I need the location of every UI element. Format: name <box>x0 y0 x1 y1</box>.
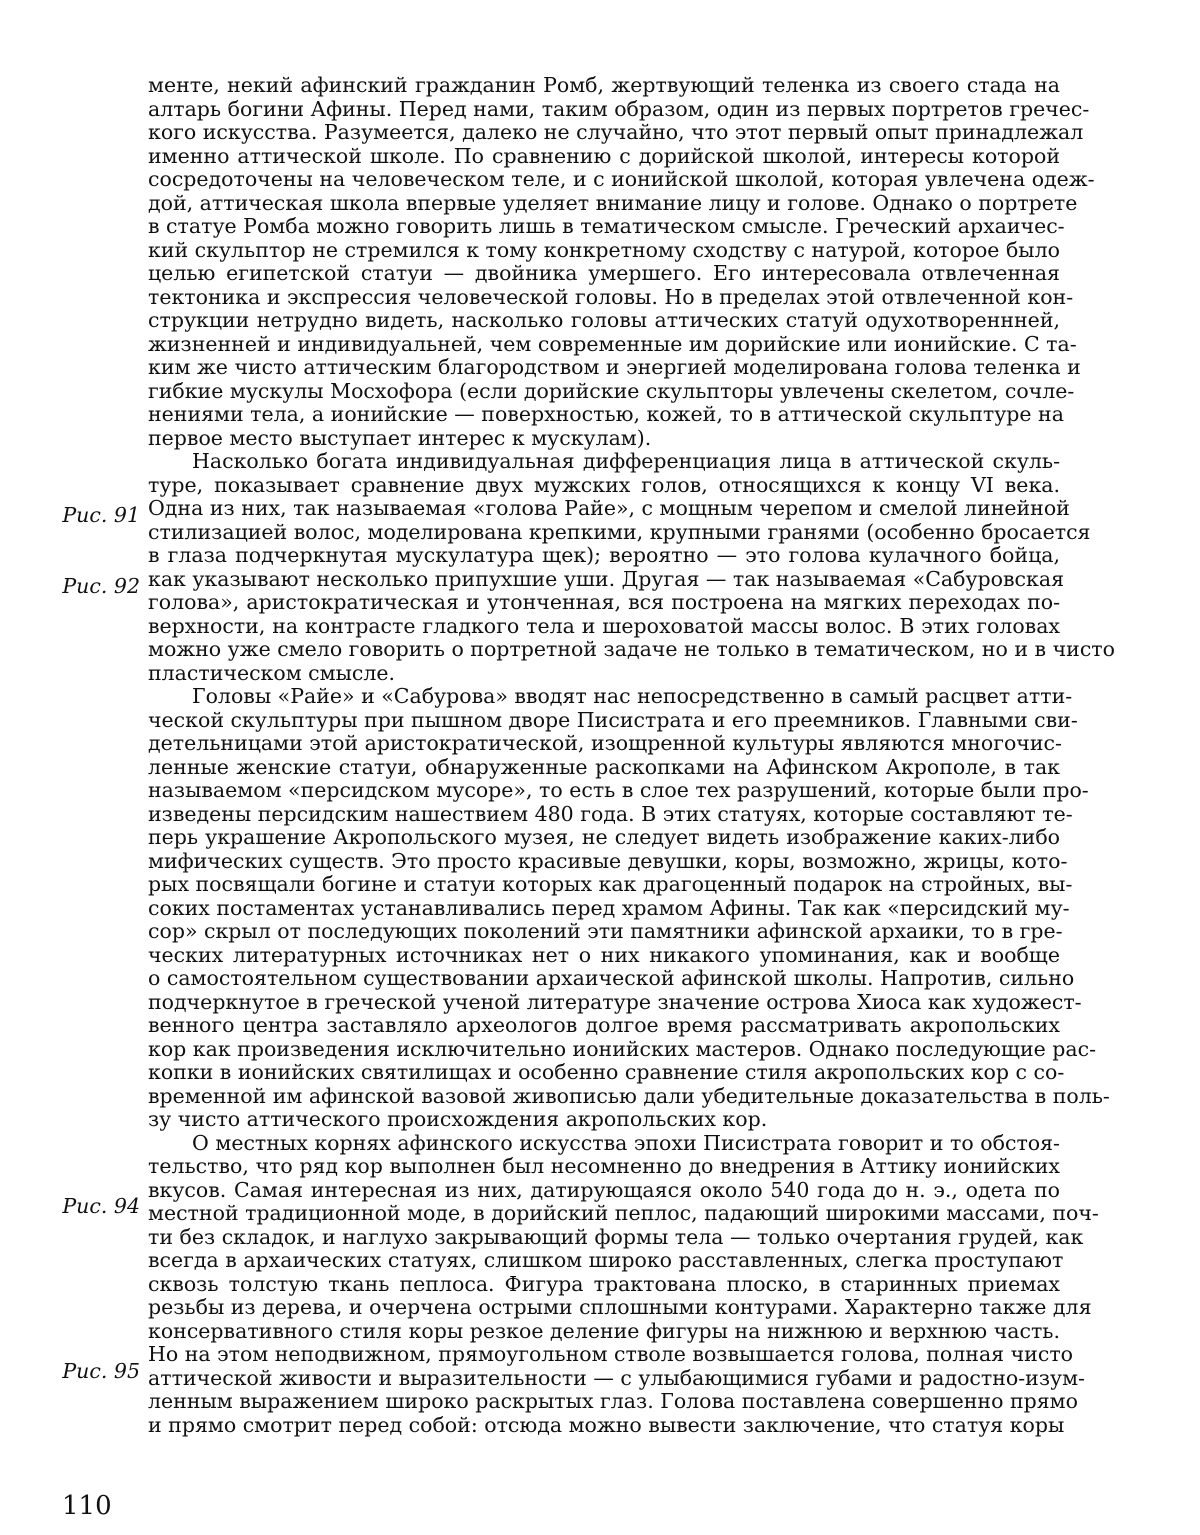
text-line: вкусов. Самая интересная из них, датирующаяся около 540 года до н. э., одета по <box>148 1177 1060 1202</box>
figure-ref-91: Рис. 91 <box>62 503 140 527</box>
text-line: аттической живости и выразительности — с улыбающимися губами и радостно-изум- <box>148 1365 1085 1390</box>
text-line: стилизацией волос, моделирована крепкими, крупными гранями (особенно бросается <box>148 519 1091 544</box>
text-line: ческой скульптуры при пышном дворе Писистрата и его преемников. Главными сви- <box>148 707 1078 732</box>
text-line: в статуе Ромба можно говорить лишь в тематическом смысле. Греческий архаичес- <box>148 214 1065 238</box>
text-line: менте, некий афинский гражданин Ромб, жертвующий теленка из своего стада на <box>148 73 1060 97</box>
text-line: первое место выступает интерес к мускулам). <box>148 425 652 450</box>
text-line: местной традиционной моде, в дорийский пеплос, падающий широкими массами, поч- <box>148 1201 1099 1225</box>
figure-ref-94: Рис. 94 <box>62 1194 140 1218</box>
paragraph-2 <box>148 449 1115 685</box>
text-line: ленные женские статуи, обнаруженные раскопками на Афинском Акрополе, в так <box>148 754 1060 779</box>
text-line: О местных корнях афинского искусства эпохи Писистрата говорит и то обстоя- <box>192 1130 1060 1155</box>
text-line: резьбы из дерева, и очерчена острыми сплошными контурами. Характерно также для <box>148 1295 1092 1319</box>
text-line: кого искусства. Разумеется, далеко не случайно, что этот первый опыт принадлежал <box>148 120 1084 144</box>
text-line: сосредоточены на человеческом теле, и с ионийской школой, которая увлечена одеж- <box>148 167 1095 191</box>
text-line: Насколько богата индивидуальная дифференциация лица в аттической скуль- <box>192 449 1060 473</box>
text-line: сквозь толстую ткань пеплоса. Фигура трактована плоско, в старинных приемах <box>148 1271 1060 1296</box>
text-line: рых посвящали богине и статуи которых как драгоценный подарок на стройных, вы- <box>148 872 1073 896</box>
text-line: алтарь богини Афины. Перед нами, таким образом, один из первых портретов гречес- <box>148 96 1090 121</box>
text-line: тектоника и экспрессия человеческой головы. Но в пределах этой отвлеченной кон- <box>148 284 1074 309</box>
text-line: туре, показывает сравнение двух мужских голов, относящихся к концу VI века. <box>148 472 1060 497</box>
text-line: консервативного стиля коры резкое деление фигуры на нижнюю и верхнюю часть. <box>148 1318 1060 1343</box>
text-line: Головы «Райе» и «Сабурова» вводят нас непосредственно в самый расцвет атти- <box>192 684 1073 708</box>
text-line: ти без складок, и наглухо закрывающий формы тела — только очертания грудей, как <box>148 1224 1084 1249</box>
text-line: и прямо смотрит перед собой: отсюда можно вывести заключение, что статуя коры <box>148 1412 1065 1437</box>
text-line: кор как произведения исключительно ионийских мастеров. Однако последующие рас- <box>148 1036 1097 1061</box>
text-line: целью египетской статуи — двойника умершего. Его интересовала отвлеченная <box>148 261 1060 285</box>
text-column <box>148 73 1115 1437</box>
text-line: детельницами этой аристократической, изощренной культуры являются многочис- <box>148 731 1062 755</box>
text-line: нениями тела, а ионийские — поверхностью, кожей, то в аттической скульптуре на <box>148 402 1064 426</box>
text-line: кий скульптор не стремился к тому конкретному сходству с натурой, которое было <box>148 237 1060 262</box>
text-line: верхности, на контрасте гладкого тела и шероховатой массы волос. В этих головах <box>148 613 1060 638</box>
figure-ref-92: Рис. 92 <box>62 574 140 598</box>
text-line: именно аттической школе. По сравнению с дорийской школой, интересы которой <box>148 143 1060 168</box>
text-line: гибкие мускулы Мосхофора (если дорийские скульпторы увлечены скелетом, сочле- <box>148 378 1075 403</box>
text-line: зу чисто аттического происхождения акропольских кор. <box>148 1107 768 1131</box>
text-line: тельство, что ряд кор выполнен был несомненно до внедрения в Аттику ионийских <box>148 1154 1060 1178</box>
text-line: ким же чисто аттическим благородством и энергией моделирована голова теленка и <box>148 355 1081 379</box>
text-line: всегда в архаических статуях, слишком широко расставленных, слегка проступают <box>148 1248 1064 1272</box>
paragraph-4 <box>148 1130 1099 1438</box>
text-line: перь украшение Акропольского музея, не следует видеть изображение каких-либо <box>148 825 1060 849</box>
text-line: пластическом смысле. <box>148 660 396 685</box>
text-line: подчеркнутое в греческой ученой литературе значение острова Хиоса как художест- <box>148 989 1082 1014</box>
text-line: дой, аттическая школа впервые уделяет внимание лицу и голове. Однако о портрете <box>148 190 1078 215</box>
text-line: как указывают несколько припухшие уши. Другая — так называемая «Сабуровская <box>148 566 1065 591</box>
text-line: изведены персидским нашествием 480 года. В этих статуях, которые составляют те- <box>148 801 1073 826</box>
paragraph-3 <box>148 684 1110 1132</box>
text-line: мифических существ. Это просто красивые девушки, коры, возможно, жрицы, кото- <box>148 848 1068 873</box>
text-line: Одна из них, так называемая «голова Райе», с мощным черепом и смелой линейной <box>148 496 1070 520</box>
figure-ref-95: Рис. 95 <box>62 1359 140 1383</box>
paragraph-1 <box>148 73 1095 450</box>
text-line: временной им афинской вазовой живописью дали убедительные доказательства в поль- <box>148 1083 1110 1108</box>
text-line: сор» скрыл от последующих поколений эти памятники афинской архаики, то в гре- <box>148 919 1063 943</box>
text-line: о самостоятельном существовании архаической афинской школы. Напротив, сильно <box>148 966 1075 990</box>
text-line: можно уже смело говорить о портретной задаче не только в тематическом, но и в чисто <box>148 637 1115 661</box>
text-line: Но на этом неподвижном, прямоугольном стволе возвышается голова, полная чисто <box>148 1342 1074 1366</box>
text-line: в глаза подчеркнутая мускулатура щек); вероятно — это голова кулачного бойца, <box>148 543 1060 567</box>
page-number: 110 <box>62 1491 112 1521</box>
text-line: струкции нетрудно видеть, насколько головы аттических статуй одухотвореннней, <box>148 308 1060 332</box>
text-line: венного центра заставляло археологов долгое время рассматривать акропольских <box>148 1013 1060 1037</box>
text-line: называемом «персидском мусоре», то есть в слое тех разрушений, которые были про- <box>148 778 1089 802</box>
text-line: жизненней и индивидуальней, чем современные им дорийские или ионийские. С та- <box>148 331 1077 356</box>
text-line: соких постаментах устанавливались перед храмом Афины. Так как «персидский му- <box>148 895 1070 920</box>
text-line: копки в ионийских святилищах и особенно сравнение стиля акропольских кор с со- <box>148 1060 1065 1084</box>
text-line: голова», аристократическая и утонченная, вся построена на мягких переходах по- <box>148 590 1060 614</box>
text-line: ленным выражением широко раскрытых глаз. Голова поставлена совершенно прямо <box>148 1389 1078 1413</box>
text-line: ческих литературных источниках нет о них никакого упоминания, как и вообще <box>148 942 1060 967</box>
